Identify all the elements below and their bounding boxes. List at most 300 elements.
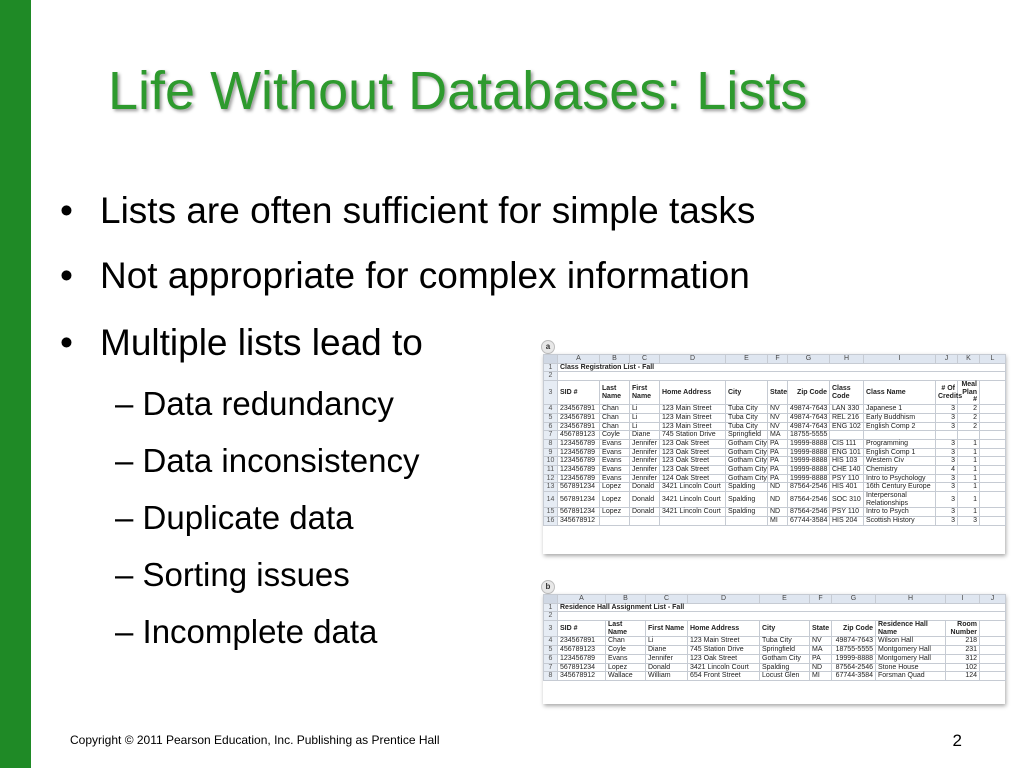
accent-side-bar <box>0 0 31 768</box>
row-number: 7 <box>544 663 558 672</box>
table-cell: Interpersonal Relationships <box>864 492 936 508</box>
table-cell: 19999-8888 <box>788 439 830 448</box>
table-cell: HIS 103 <box>830 457 864 466</box>
column-letter: H <box>830 355 864 364</box>
table-cell: Chan <box>606 637 646 646</box>
table-cell: Lopez <box>600 483 630 492</box>
class-registration-spreadsheet <box>543 354 1005 554</box>
column-header: Last Name <box>600 381 630 405</box>
table-cell: Wallace <box>606 672 646 681</box>
row-number: 10 <box>544 457 558 466</box>
column-letter: C <box>630 355 660 364</box>
table-cell: Jennifer <box>646 654 688 663</box>
residence-hall-table <box>543 594 1006 681</box>
table-cell: Intro to Psychology <box>864 474 936 483</box>
table-cell: 19999-8888 <box>832 654 876 663</box>
table-cell: Diane <box>646 646 688 655</box>
empty-cell <box>980 422 1006 431</box>
table-cell <box>660 517 726 526</box>
table-cell <box>936 431 958 440</box>
row-number: 14 <box>544 492 558 508</box>
table-row <box>544 439 1006 448</box>
page-number: 2 <box>952 731 962 750</box>
table-cell: 123456789 <box>558 448 600 457</box>
table-cell: 124 <box>946 672 980 681</box>
table-cell: English Comp 1 <box>864 448 936 457</box>
table-cell: 745 Station Drive <box>660 431 726 440</box>
column-letter-row <box>544 355 1006 364</box>
table-cell: MA <box>810 646 832 655</box>
table-cell: CIS 111 <box>830 439 864 448</box>
table-cell: 3 <box>936 483 958 492</box>
table-cell: 87564-2546 <box>788 508 830 517</box>
table-cell: 3421 Lincoln Court <box>660 492 726 508</box>
table-cell: 3421 Lincoln Court <box>660 483 726 492</box>
column-letter: L <box>980 355 1006 364</box>
column-header: State <box>768 381 788 405</box>
table-cell: 16th Century Europe <box>864 483 936 492</box>
table-cell: Lopez <box>606 663 646 672</box>
table-cell: 123456789 <box>558 457 600 466</box>
table-cell: 2 <box>958 422 980 431</box>
table-cell: MA <box>768 431 788 440</box>
empty-cell <box>980 646 1006 655</box>
table-cell: 1 <box>958 492 980 508</box>
empty-cell <box>980 654 1006 663</box>
table-cell: 123 Oak Street <box>660 439 726 448</box>
table-cell: 654 Front Street <box>688 672 760 681</box>
table-cell: 312 <box>946 654 980 663</box>
table-cell: HIS 401 <box>830 483 864 492</box>
table-cell: Jennifer <box>630 457 660 466</box>
empty-cell <box>980 663 1006 672</box>
table-cell <box>726 517 768 526</box>
table-cell: Jennifer <box>630 439 660 448</box>
table-cell: 2 <box>958 405 980 414</box>
table-cell: Locust Glen <box>760 672 810 681</box>
table-cell: 234567891 <box>558 637 606 646</box>
column-header: Room Number <box>946 621 980 637</box>
table-cell: Donald <box>630 492 660 508</box>
table-cell: 745 Station Drive <box>688 646 760 655</box>
column-header: # Of Credits <box>936 381 958 405</box>
table-cell <box>864 431 936 440</box>
table-cell: Jennifer <box>630 448 660 457</box>
row-number: 12 <box>544 474 558 483</box>
table-cell: 123 Oak Street <box>660 457 726 466</box>
row-number: 15 <box>544 508 558 517</box>
blank-row <box>544 372 1006 381</box>
table-cell: SOC 310 <box>830 492 864 508</box>
table-cell <box>630 517 660 526</box>
blank-cell <box>558 612 1006 621</box>
table-cell: 123 Main Street <box>688 637 760 646</box>
table-cell: Evans <box>600 457 630 466</box>
table-cell: ND <box>768 492 788 508</box>
table-cell: 123456789 <box>558 654 606 663</box>
table-cell: Diane <box>630 431 660 440</box>
table-cell: 234567891 <box>558 413 600 422</box>
table-cell: Li <box>630 422 660 431</box>
empty-cell <box>980 621 1006 637</box>
table-cell: 1 <box>958 465 980 474</box>
table-cell: 3 <box>936 422 958 431</box>
table-cell: NV <box>768 422 788 431</box>
table-cell: 345678912 <box>558 672 606 681</box>
sub-bullet-item: – Data redundancy <box>115 385 394 422</box>
row-number: 9 <box>544 448 558 457</box>
table-cell: Springfield <box>760 646 810 655</box>
table-cell: Evans <box>600 474 630 483</box>
table-cell: Donald <box>630 483 660 492</box>
column-header: State <box>810 621 832 637</box>
table-cell: 234567891 <box>558 422 600 431</box>
table-cell: 67744-3584 <box>788 517 830 526</box>
table-cell: Spalding <box>760 663 810 672</box>
table-cell: NV <box>810 637 832 646</box>
table-cell: PA <box>768 474 788 483</box>
table-cell: ENG 102 <box>830 422 864 431</box>
bullet-dot: • <box>60 190 73 231</box>
empty-cell <box>980 465 1006 474</box>
column-letter: J <box>936 355 958 364</box>
table-cell: 123 Oak Street <box>660 448 726 457</box>
empty-cell <box>980 457 1006 466</box>
table-cell: 87564-2546 <box>788 492 830 508</box>
table-cell: 19999-8888 <box>788 448 830 457</box>
table-cell: NV <box>768 413 788 422</box>
empty-cell <box>980 672 1006 681</box>
table-cell: Donald <box>646 663 688 672</box>
table-row <box>544 663 1006 672</box>
table-row <box>544 654 1006 663</box>
column-letter: I <box>864 355 936 364</box>
table-cell: Wilson Hall <box>876 637 946 646</box>
column-letter-row <box>544 595 1006 604</box>
header-row <box>544 621 1006 637</box>
column-letter: F <box>810 595 832 604</box>
blank-row <box>544 612 1006 621</box>
column-letter: G <box>788 355 830 364</box>
table-cell: 3 <box>936 517 958 526</box>
table-cell: Evans <box>600 439 630 448</box>
table-cell: 345678912 <box>558 517 600 526</box>
sub-bullet-item: – Data inconsistency <box>115 442 420 479</box>
table-cell: 3 <box>936 474 958 483</box>
table-cell: Li <box>630 413 660 422</box>
column-header: Class Code <box>830 381 864 405</box>
column-letter: D <box>688 595 760 604</box>
table-cell: Donald <box>630 508 660 517</box>
table-cell: 123456789 <box>558 474 600 483</box>
copyright-footer: Copyright © 2011 Pearson Education, Inc. Publishing as Prentice Hall <box>70 733 440 747</box>
table-cell: 123 Main Street <box>660 413 726 422</box>
column-header: Zip Code <box>832 621 876 637</box>
sheet-title-row <box>544 603 1006 612</box>
table-cell: Li <box>646 637 688 646</box>
column-letter: B <box>600 355 630 364</box>
table-cell: 4 <box>936 465 958 474</box>
table-cell: 19999-8888 <box>788 465 830 474</box>
column-header: SID # <box>558 621 606 637</box>
table-cell: NV <box>768 405 788 414</box>
column-letter: J <box>980 595 1006 604</box>
table-cell: 49874-7643 <box>788 413 830 422</box>
empty-cell <box>980 431 1006 440</box>
table-cell: Spalding <box>726 508 768 517</box>
table-cell: Scottish History <box>864 517 936 526</box>
table-cell: ENG 101 <box>830 448 864 457</box>
table-cell: Jennifer <box>630 465 660 474</box>
table-cell: ND <box>810 663 832 672</box>
column-header: City <box>726 381 768 405</box>
table-cell: William <box>646 672 688 681</box>
column-letter: E <box>726 355 768 364</box>
table-cell: 67744-3584 <box>832 672 876 681</box>
row-number: 3 <box>544 381 558 405</box>
row-number: 5 <box>544 413 558 422</box>
table-cell: Chemistry <box>864 465 936 474</box>
table-row <box>544 465 1006 474</box>
table-cell <box>958 431 980 440</box>
row-number: 11 <box>544 465 558 474</box>
table-cell: PA <box>768 465 788 474</box>
table-row <box>544 413 1006 422</box>
bullet-text: Not appropriate for complex information <box>100 255 750 296</box>
empty-cell <box>980 439 1006 448</box>
bullet-text: Lists are often sufficient for simple tasks <box>100 190 756 231</box>
table-cell: 567891234 <box>558 508 600 517</box>
table-cell: Gotham City <box>726 474 768 483</box>
table-cell: 123 Main Street <box>660 405 726 414</box>
empty-cell <box>980 413 1006 422</box>
row-number: 2 <box>544 612 558 621</box>
row-number: 7 <box>544 431 558 440</box>
table-cell: Gotham City <box>726 448 768 457</box>
table-cell: Western Civ <box>864 457 936 466</box>
sheet-title: Residence Hall Assignment List - Fall <box>558 603 1006 612</box>
table-cell: 3421 Lincoln Court <box>688 663 760 672</box>
table-cell: 123 Oak Street <box>688 654 760 663</box>
table-cell: 234567891 <box>558 405 600 414</box>
table-row <box>544 508 1006 517</box>
column-letter: D <box>660 355 726 364</box>
empty-cell <box>980 508 1006 517</box>
table-cell: Tuba City <box>726 405 768 414</box>
row-number: 4 <box>544 637 558 646</box>
empty-cell <box>980 474 1006 483</box>
row-number: 4 <box>544 405 558 414</box>
empty-cell <box>980 405 1006 414</box>
table-cell: PA <box>768 448 788 457</box>
table-row <box>544 483 1006 492</box>
table-cell: Early Buddhism <box>864 413 936 422</box>
empty-cell <box>980 492 1006 508</box>
table-cell: 3 <box>936 508 958 517</box>
column-header: Last Name <box>606 621 646 637</box>
corner-cell <box>544 595 558 604</box>
table-cell: 3 <box>936 405 958 414</box>
table-cell: Chan <box>600 405 630 414</box>
row-number: 3 <box>544 621 558 637</box>
sheet-title: Class Registration List - Fall <box>558 363 1006 372</box>
table-cell: 2 <box>958 413 980 422</box>
sub-bullet-item: – Incomplete data <box>115 613 378 650</box>
table-cell: 1 <box>958 448 980 457</box>
table-cell: 567891234 <box>558 663 606 672</box>
column-letter: A <box>558 355 600 364</box>
column-letter: K <box>958 355 980 364</box>
table-cell: PSY 110 <box>830 474 864 483</box>
table-cell: Gotham City <box>726 457 768 466</box>
table-cell: 456789123 <box>558 431 600 440</box>
table-cell: REL 216 <box>830 413 864 422</box>
table-cell: ND <box>768 508 788 517</box>
table-cell: Li <box>630 405 660 414</box>
column-letter: E <box>760 595 810 604</box>
table-cell: HIS 204 <box>830 517 864 526</box>
column-letter: G <box>832 595 876 604</box>
table-row <box>544 637 1006 646</box>
table-cell: 3421 Lincoln Court <box>660 508 726 517</box>
table-cell: 567891234 <box>558 483 600 492</box>
row-number: 8 <box>544 439 558 448</box>
table-row <box>544 457 1006 466</box>
empty-cell <box>980 517 1006 526</box>
table-cell: Evans <box>606 654 646 663</box>
column-header: Meal Plan # <box>958 381 980 405</box>
column-letter: A <box>558 595 606 604</box>
column-letter: H <box>876 595 946 604</box>
blank-cell <box>558 372 1006 381</box>
column-header: City <box>760 621 810 637</box>
row-number: 13 <box>544 483 558 492</box>
table-cell: 18755-5555 <box>788 431 830 440</box>
table-cell: 18755-5555 <box>832 646 876 655</box>
table-cell: 3 <box>936 492 958 508</box>
column-letter: F <box>768 355 788 364</box>
table-cell: 1 <box>958 483 980 492</box>
row-number: 6 <box>544 422 558 431</box>
bullet-text: Multiple lists lead to <box>100 322 423 363</box>
table-row <box>544 431 1006 440</box>
table-cell: Gotham City <box>726 439 768 448</box>
table-cell: PA <box>810 654 832 663</box>
table-cell: 49874-7643 <box>788 422 830 431</box>
table-cell: Intro to Psych <box>864 508 936 517</box>
table-cell: Lopez <box>600 492 630 508</box>
table-cell: Evans <box>600 448 630 457</box>
table-cell: Montgomery Hall <box>876 654 946 663</box>
table-cell: 123456789 <box>558 465 600 474</box>
table-cell: 231 <box>946 646 980 655</box>
class-registration-table <box>543 354 1006 526</box>
table-cell: Coyle <box>606 646 646 655</box>
table-cell: Jennifer <box>630 474 660 483</box>
column-header: Home Address <box>688 621 760 637</box>
table-row <box>544 474 1006 483</box>
table-cell: 87564-2546 <box>832 663 876 672</box>
table-cell: Springfield <box>726 431 768 440</box>
table-cell: Coyle <box>600 431 630 440</box>
table-cell: Tuba City <box>726 422 768 431</box>
table-cell: Gotham City <box>760 654 810 663</box>
column-header: First Name <box>646 621 688 637</box>
table-cell: 19999-8888 <box>788 474 830 483</box>
table-row <box>544 672 1006 681</box>
table-cell: 3 <box>936 413 958 422</box>
table-cell: 123456789 <box>558 439 600 448</box>
row-number: 8 <box>544 672 558 681</box>
table-cell <box>830 431 864 440</box>
table-cell: ND <box>768 483 788 492</box>
table-row <box>544 492 1006 508</box>
row-number: 5 <box>544 646 558 655</box>
column-header: Zip Code <box>788 381 830 405</box>
figure-label-a: a <box>541 340 555 354</box>
column-letter: C <box>646 595 688 604</box>
empty-cell <box>980 448 1006 457</box>
table-cell: MI <box>810 672 832 681</box>
table-cell: Chan <box>600 422 630 431</box>
table-cell <box>600 517 630 526</box>
sub-bullet-item: – Duplicate data <box>115 499 354 536</box>
table-cell: 1 <box>958 457 980 466</box>
table-cell: Programming <box>864 439 936 448</box>
table-cell: 1 <box>958 439 980 448</box>
table-cell: Spalding <box>726 483 768 492</box>
table-cell: 218 <box>946 637 980 646</box>
table-cell: English Comp 2 <box>864 422 936 431</box>
column-header: Class Name <box>864 381 936 405</box>
residence-hall-spreadsheet <box>543 594 1005 704</box>
table-cell: PSY 110 <box>830 508 864 517</box>
column-header: Home Address <box>660 381 726 405</box>
table-row <box>544 517 1006 526</box>
table-row <box>544 405 1006 414</box>
column-header: SID # <box>558 381 600 405</box>
table-cell: Lopez <box>600 508 630 517</box>
row-number: 1 <box>544 603 558 612</box>
table-cell: Japanese 1 <box>864 405 936 414</box>
table-cell: 123 Main Street <box>660 422 726 431</box>
row-number: 16 <box>544 517 558 526</box>
bullet-dot: • <box>60 322 73 363</box>
table-cell: Tuba City <box>726 413 768 422</box>
table-row <box>544 646 1006 655</box>
table-cell: LAN 330 <box>830 405 864 414</box>
table-cell: Stone House <box>876 663 946 672</box>
table-cell: 3 <box>936 457 958 466</box>
corner-cell <box>544 355 558 364</box>
empty-cell <box>980 637 1006 646</box>
column-letter: B <box>606 595 646 604</box>
table-cell: 123 Oak Street <box>660 465 726 474</box>
table-cell: 49874-7643 <box>788 405 830 414</box>
slide-title: Life Without Databases: Lists <box>108 61 808 121</box>
table-cell: Tuba City <box>760 637 810 646</box>
empty-cell <box>980 483 1006 492</box>
table-cell: 456789123 <box>558 646 606 655</box>
table-cell: PA <box>768 439 788 448</box>
table-row <box>544 422 1006 431</box>
table-cell: Chan <box>600 413 630 422</box>
sub-bullet-item: – Sorting issues <box>115 556 350 593</box>
table-cell: 87564-2546 <box>788 483 830 492</box>
figure-label-b: b <box>541 580 555 594</box>
table-cell: PA <box>768 457 788 466</box>
table-cell: 1 <box>958 508 980 517</box>
